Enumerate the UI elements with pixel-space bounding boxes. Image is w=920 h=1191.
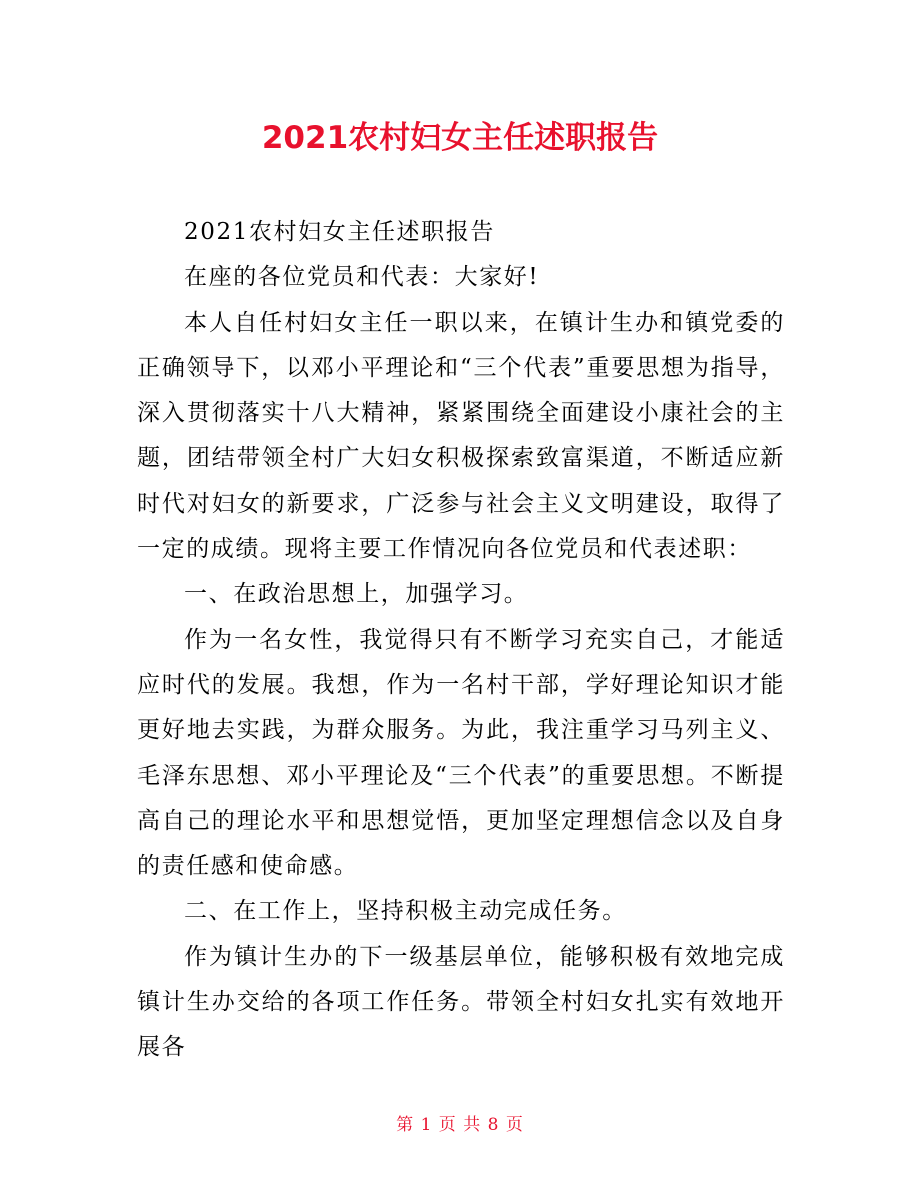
footer-suffix: 页 bbox=[505, 1115, 524, 1135]
section-heading-2: 二、在工作上，坚持积极主动完成任务。 bbox=[184, 898, 627, 925]
paragraph-section-2: 作为镇计生办的下一级基层单位，能够积极有效地完成镇计生办交给的各项工作任务。带领全村妇女扎实有效地开展各 bbox=[137, 943, 785, 1061]
footer-middle: 页 共 bbox=[438, 1115, 482, 1135]
footer-prefix: 第 bbox=[396, 1115, 415, 1135]
paragraph-intro: 本人自任村妇女主任一职以来，在镇计生办和镇党委的正确领导下，以邓小平理论和“三个代表”重要思想为指导，深入贯彻落实十八大精神，紧紧围绕全面建设小康社会的主题，团结带领全村广大妇女积极探索致富渠道，不断适应新时代对妇女的新要求，广泛参与社会主义文明建设，取得了一定的成绩。现将主要工作情况向各位党员和代表述职： bbox=[137, 309, 785, 563]
paragraph-greeting: 在座的各位党员和代表：大家好! bbox=[184, 264, 540, 291]
footer-total-pages: 8 bbox=[487, 1115, 500, 1135]
paragraph-subtitle: 2021农村妇女主任述职报告 bbox=[184, 219, 495, 245]
footer-page-number: 1 bbox=[420, 1115, 433, 1135]
section-heading-1: 一、在政治思想上，加强学习。 bbox=[184, 581, 529, 608]
document-body bbox=[137, 210, 785, 1071]
page-title: 2021农村妇女主任述职报告 bbox=[261, 120, 659, 156]
page-footer bbox=[0, 1113, 920, 1137]
paragraph-section-1: 作为一名女性，我觉得只有不断学习充实自己，才能适应时代的发展。我想，作为一名村干部，学好理论知识才能更好地去实践，为群众服务。为此，我注重学习马列主义、毛泽东思想、邓小平理论及“三个代表”的重要思想。不断提高自己的理论水平和思想觉悟，更加坚定理想信念以及自身的责任感和使命感。 bbox=[137, 626, 785, 880]
